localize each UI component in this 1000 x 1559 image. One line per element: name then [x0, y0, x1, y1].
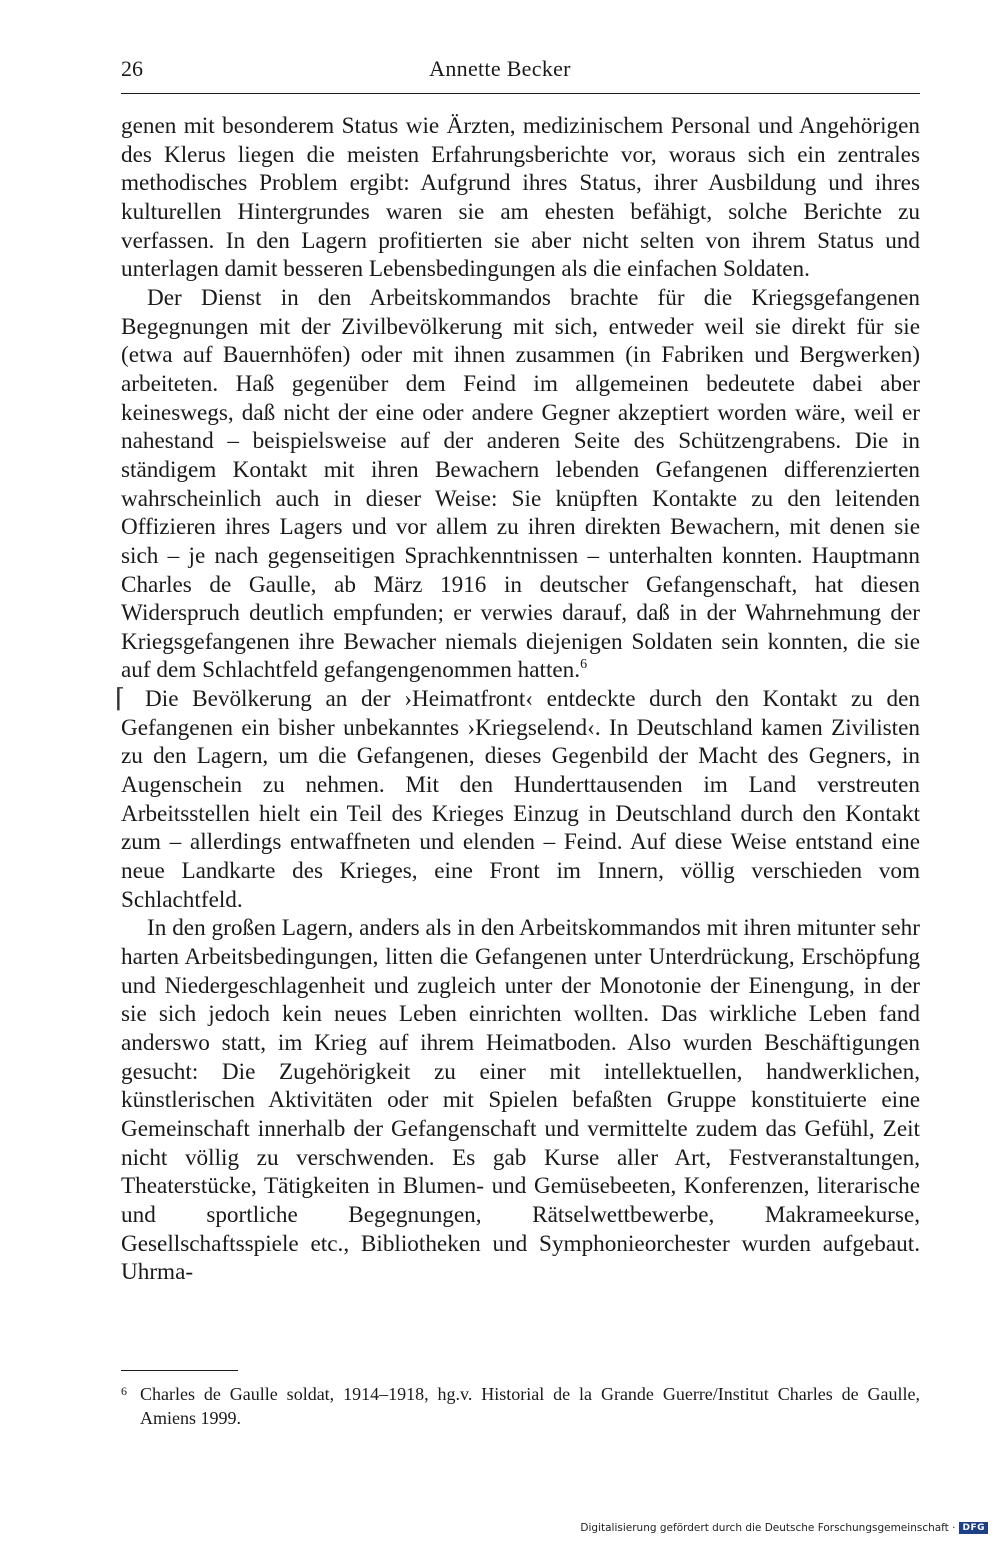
- footnote: [121, 1382, 920, 1430]
- credit-text: Digitalisierung gefördert durch die Deutsche Forschungsgemeinschaft ·: [580, 1522, 956, 1534]
- paragraph-text: Die Bevölkerung an der ›Heimatfront‹ entdeckte durch den Kontakt zu den Gefangenen ein bisher unbekanntes ›Kriegselend‹. In Deutschland kamen Zivilisten zu den Lagern, um die Gefangenen, dieses Gegenbild der Macht des Gegners, in Augenschein zu nehmen. Mit den Hunderttausenden im Land verstreuten Arbeitsstellen hielt ein Teil des Krieges Einzug in Deutschland durch den Kontakt zum – allerdings entwaffneten und elenden – Feind. Auf diese Weise entstand eine neue Landkarte des Krieges, eine Front im Innern, völlig verschieden vom Schlachtfeld.: [121, 686, 920, 913]
- header-rule: [121, 93, 920, 94]
- paragraph: [115, 684, 920, 914]
- paragraph-text: Der Dienst in den Arbeitskommandos brachte für die Kriegsgefangenen Begegnungen mit der Zivilbevölkerung mit sich, entweder weil sie direkt für sie (etwa auf Bauernhöfen) oder mit ihnen zusammen (in Fabriken und Bergwerken) arbeiteten. Haß gegenüber dem Feind im allgemeinen bedeutete dabei aber keineswegs, daß nicht der eine oder andere Gegner akzeptiert worden wäre, weil er nahestand – beispielsweise auf der anderen Seite des Schützengrabens. Die in ständigem Kontakt mit ihren Bewachern lebenden Gefangenen differenzierten wahrscheinlich auch in dieser Weise: Sie knüpften Kontakte zu den leitenden Offizieren ihres Lagers und vor allem zu ihren direkten Bewachern, mit denen sie sich – je nach gegenseitigen Sprachkenntnissen – unterhalten konnten. Hauptmann Charles de Gaulle, ab März 1916 in deutscher Gefangenschaft, hat diesen Widerspruch deutlich empfunden; er verwies darauf, daß in der Wahrnehmung der Kriegsgefangenen ihre Bewacher niemals diejenigen Soldaten sein konnten, die sie auf dem Schlachtfeld gefangengenommen hatten.: [121, 284, 920, 684]
- paragraph: [121, 914, 920, 1287]
- dfg-logo: DFG: [959, 1522, 988, 1534]
- paragraph-text: genen mit besonderem Status wie Ärzten, medizinischem Personal und Angehörigen des Klerus liegen die meisten Erfahrungsberichte vor, woraus sich ein zentrales methodisches Problem ergibt: Aufgrund ihres Status, ihrer Ausbildung und ihres kulturellen Hintergrundes waren sie am ehesten befähigt, solche Berichte zu verfassen. In den Lagern profitierten sie aber nicht selten von ihrem Status und unterlagen damit besseren Lebensbedingungen als die einfachen Soldaten.: [121, 113, 920, 283]
- running-head: Annette Becker: [429, 56, 571, 81]
- paragraph-text: In den großen Lagern, anders als in den Arbeitskommandos mit ihren mitunter sehr harten Arbeitsbedingungen, litten die Gefangenen unter Unterdrückung, Erschöpfung und Niedergeschlagenheit und zugleich unter der Monotonie der Einengung, in der sie sich jedoch kein neues Leben einrichten wollten. Das wirkliche Leben fand anderswo statt, im Krieg auf ihrem Heimatboden. Also wurden Beschäftigungen gesucht: Die Zugehörigkeit zu einer mit intellektuellen, handwerklichen, künstlerischen Aktivitäten oder mit Spielen befaßten Gruppe konstituierte eine Gemeinschaft innerhalb der Gefangenschaft und vermittelte zudem das Gefühl, Zeit nicht völlig zu verschwenden. Es gab Kurse aller Art, Festveranstaltungen, Theaterstücke, Tätigkeiten in Blumen- und Gemüsebeeten, Konferenzen, literarische und sportliche Begegnungen, Rätselwettbewerbe, Makrameekurse, Gesellschaftsspiele etc., Bibliotheken und Symphonieorchester wurden aufgebaut. Uhrma-: [121, 915, 920, 1286]
- paragraph: [121, 284, 920, 685]
- footnote-text: Charles de Gaulle soldat, 1914–1918, hg.v. Historial de la Grande Guerre/Institut Charles de Gaulle, Amiens 1999.: [140, 1384, 920, 1428]
- footnote-rule: [121, 1370, 238, 1371]
- body-text: [115, 112, 920, 1287]
- footnote-reference[interactable]: 6: [580, 657, 588, 673]
- page-number: 26: [121, 56, 143, 81]
- footnote-number: 6: [121, 1384, 127, 1398]
- paragraph: [121, 112, 920, 284]
- margin-mark-icon: ⌈: [115, 684, 126, 714]
- dfg-credit: [580, 1521, 988, 1535]
